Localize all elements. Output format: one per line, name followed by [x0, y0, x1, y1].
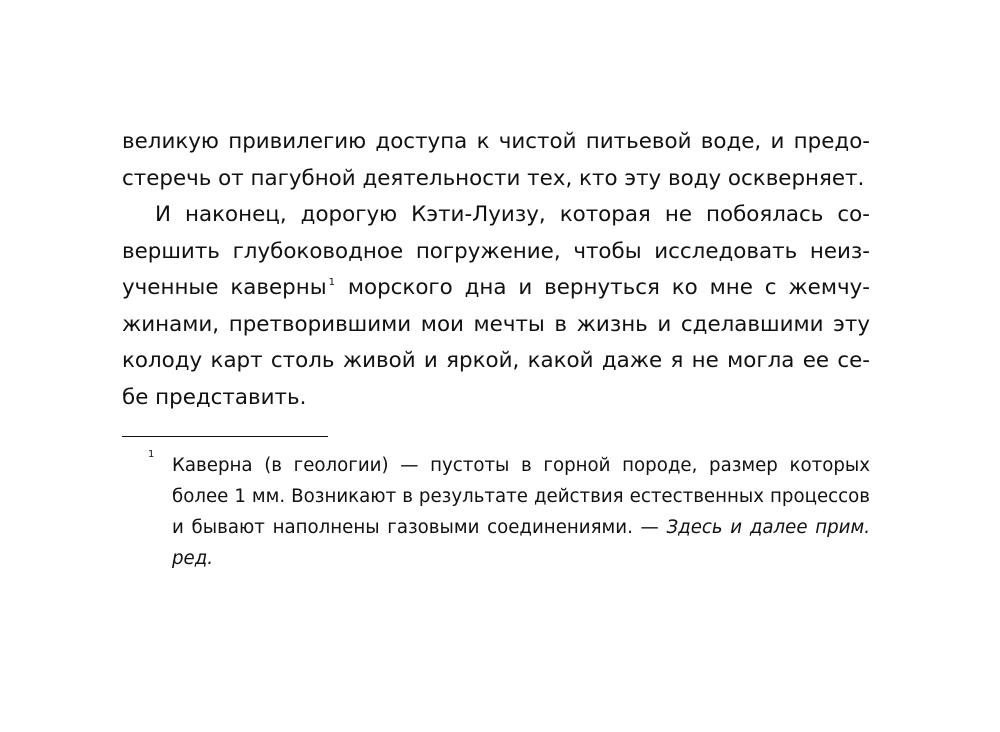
text-line: стеречь от пагубной деятельности тех, кто эту воду оскверняет.: [122, 165, 865, 191]
text-line: бе представить.: [122, 384, 307, 410]
footnote-line: более 1 мм. Возникают в результате действия естественных процессов: [172, 486, 870, 507]
footnote-line: Каверна (в геологии) — пустоты в горной породе, размер которых: [172, 455, 870, 476]
text-fragment: ученные каверны: [122, 275, 327, 300]
text-fragment: морского дна и вернуться ко мне с жемчу-: [335, 275, 870, 300]
text-line: вершить глубоководное погружение, чтобы исследовать неиз-: [122, 238, 870, 264]
text-line: великую привилегию доступа к чистой питьевой воде, и предо-: [122, 129, 870, 154]
main-text-block: [122, 124, 870, 416]
text-line-with-footnote: [122, 270, 870, 307]
footnote-body: [172, 450, 870, 574]
text-line: жинами, претворившими мои мечты в жизнь и сделавшими эту: [122, 311, 870, 337]
footnote-text: и бывают наполнены газовыми соединениями. —: [172, 517, 667, 538]
footnote-line: [172, 512, 870, 543]
editor-note: Здесь и далее прим.: [666, 517, 870, 538]
footnote-reference[interactable]: 1: [328, 277, 335, 288]
footnote-line: ред.: [172, 548, 214, 569]
footnote-marker: 1: [148, 449, 155, 460]
text-line: И наконец, дорогую Кэти-Луизу, которая не побоялась со-: [155, 202, 870, 227]
text-line: колоду карт столь живой и яркой, какой даже я не могла ее се-: [122, 348, 870, 373]
footnote-divider: [122, 436, 328, 437]
